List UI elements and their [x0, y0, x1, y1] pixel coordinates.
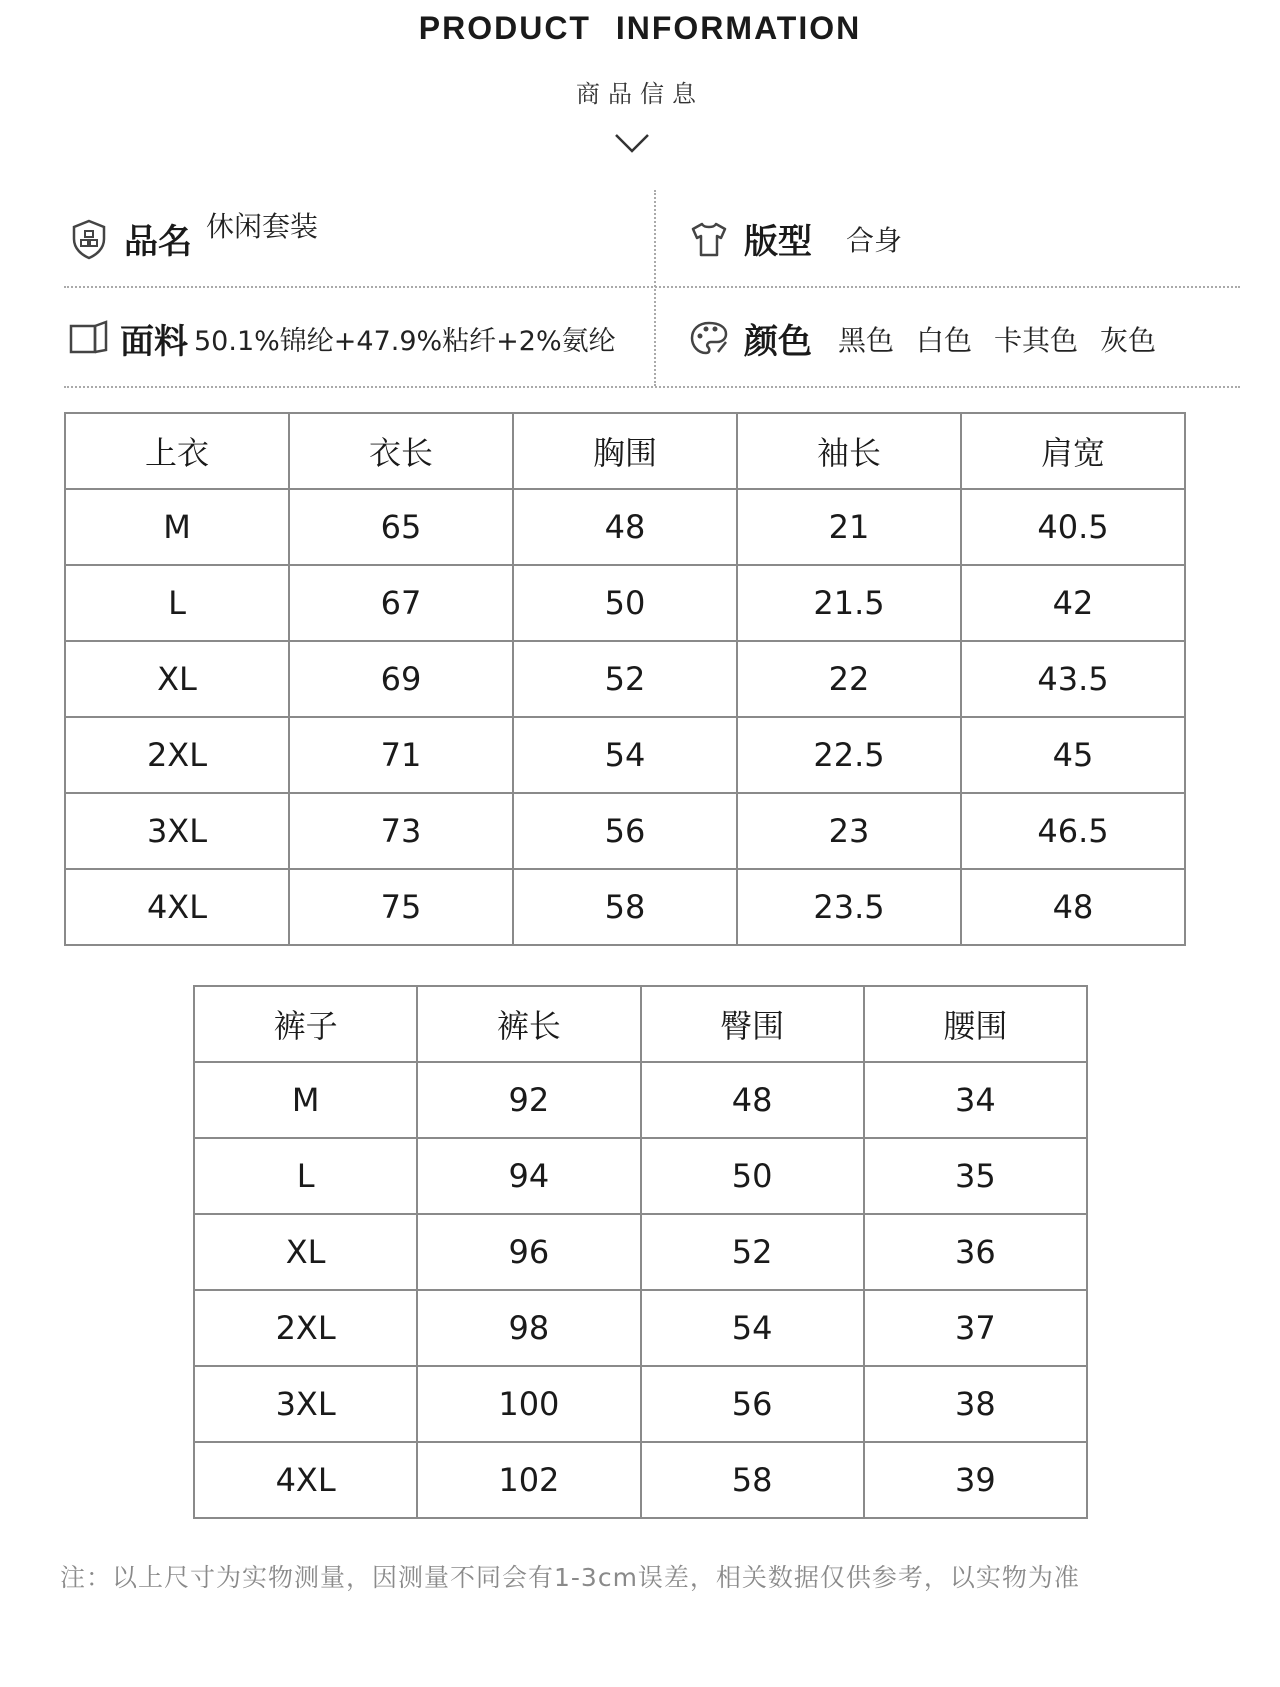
table-cell: 40.5 — [961, 489, 1185, 565]
table-cell: 56 — [641, 1366, 864, 1442]
table-header-cell: 袖长 — [737, 413, 961, 489]
table-cell: 37 — [864, 1290, 1087, 1366]
table-cell: 23 — [737, 793, 961, 869]
table-cell: 4XL — [65, 869, 289, 945]
table-cell: 50 — [513, 565, 737, 641]
table-row — [194, 1366, 1087, 1442]
book-icon — [68, 318, 110, 360]
table-cell: L — [65, 565, 289, 641]
palette-icon — [688, 318, 730, 360]
page-title-zh: 商品信息 — [576, 80, 704, 108]
table-cell: 52 — [641, 1214, 864, 1290]
table-row — [65, 869, 1185, 945]
info-divider-horizontal — [64, 386, 1240, 388]
table-cell: 58 — [513, 869, 737, 945]
table-header-cell: 臀围 — [641, 986, 864, 1062]
info-name-label: 品名 — [124, 222, 192, 262]
table-row — [65, 641, 1185, 717]
table-row — [194, 1290, 1087, 1366]
table-row — [194, 1062, 1087, 1138]
page-title-en: PRODUCT INFORMATION — [418, 10, 862, 46]
table-cell: 38 — [864, 1366, 1087, 1442]
info-fabric-value: 50.1%锦纶+47.9%粘纤+2%氨纶 — [194, 326, 616, 357]
table-row — [65, 793, 1185, 869]
color-option-gray: 灰色 — [1100, 323, 1157, 357]
table-cell: 3XL — [65, 793, 289, 869]
table-row — [65, 565, 1185, 641]
table-cell: 22.5 — [737, 717, 961, 793]
table-row — [65, 489, 1185, 565]
table-cell: 58 — [641, 1442, 864, 1518]
table-cell: 100 — [417, 1366, 640, 1442]
table-header-cell: 裤长 — [417, 986, 640, 1062]
table-header-cell: 上衣 — [65, 413, 289, 489]
table-cell: 52 — [513, 641, 737, 717]
tshirt-icon — [688, 218, 730, 260]
table-row — [194, 1138, 1087, 1214]
color-option-white: 白色 — [916, 323, 973, 357]
table-header-cell: 胸围 — [513, 413, 737, 489]
table-cell: 98 — [417, 1290, 640, 1366]
table-cell: 48 — [641, 1062, 864, 1138]
info-fabric — [68, 314, 616, 363]
pants-size-table — [193, 985, 1088, 1519]
table-cell: 43.5 — [961, 641, 1185, 717]
table-cell: 2XL — [65, 717, 289, 793]
table-cell: 34 — [864, 1062, 1087, 1138]
color-option-black: 黑色 — [838, 323, 895, 357]
table-cell: 67 — [289, 565, 513, 641]
color-option-khaki: 卡其色 — [994, 323, 1079, 357]
table-cell: 56 — [513, 793, 737, 869]
table-cell: 46.5 — [961, 793, 1185, 869]
table-cell: 71 — [289, 717, 513, 793]
table-cell: 21.5 — [737, 565, 961, 641]
table-cell: 3XL — [194, 1366, 417, 1442]
info-color-label: 颜色 — [744, 322, 812, 362]
info-name-value: 休闲套装 — [206, 209, 319, 243]
info-divider-horizontal — [64, 286, 1240, 288]
table-cell: 23.5 — [737, 869, 961, 945]
chevron-down-icon — [614, 132, 650, 154]
table-cell: 92 — [417, 1062, 640, 1138]
table-cell: 54 — [513, 717, 737, 793]
info-fit — [688, 214, 902, 263]
table-cell: 39 — [864, 1442, 1087, 1518]
table-cell: 102 — [417, 1442, 640, 1518]
table-header-row — [194, 986, 1087, 1062]
table-cell: 21 — [737, 489, 961, 565]
table-header-cell: 腰围 — [864, 986, 1087, 1062]
table-cell: 94 — [417, 1138, 640, 1214]
measurement-note: 注：以上尺寸为实物测量，因测量不同会有1-3cm误差，相关数据仅供参考，以实物为准 — [60, 1563, 1080, 1592]
table-header-cell: 衣长 — [289, 413, 513, 489]
table-cell: 48 — [513, 489, 737, 565]
table-cell: 42 — [961, 565, 1185, 641]
table-row — [194, 1214, 1087, 1290]
table-cell: 2XL — [194, 1290, 417, 1366]
table-cell: 73 — [289, 793, 513, 869]
top-size-table — [64, 412, 1186, 946]
color-options — [824, 319, 1156, 359]
table-cell: 50 — [641, 1138, 864, 1214]
info-fit-value: 合身 — [846, 223, 903, 257]
table-cell: 22 — [737, 641, 961, 717]
shield-icon — [68, 218, 110, 260]
info-divider-vertical — [654, 190, 656, 386]
table-row — [194, 1442, 1087, 1518]
table-cell: 54 — [641, 1290, 864, 1366]
table-cell: 45 — [961, 717, 1185, 793]
info-fit-label: 版型 — [744, 222, 812, 262]
info-name — [68, 209, 319, 263]
table-cell: XL — [65, 641, 289, 717]
table-cell: 69 — [289, 641, 513, 717]
table-cell: L — [194, 1138, 417, 1214]
table-cell: M — [194, 1062, 417, 1138]
table-header-row — [65, 413, 1185, 489]
table-cell: 75 — [289, 869, 513, 945]
table-cell: 48 — [961, 869, 1185, 945]
table-header-cell: 裤子 — [194, 986, 417, 1062]
table-cell: XL — [194, 1214, 417, 1290]
table-row — [65, 717, 1185, 793]
table-cell: 35 — [864, 1138, 1087, 1214]
table-cell: 96 — [417, 1214, 640, 1290]
table-header-cell: 肩宽 — [961, 413, 1185, 489]
table-cell: 65 — [289, 489, 513, 565]
table-cell: 4XL — [194, 1442, 417, 1518]
info-fabric-label: 面料 — [120, 322, 188, 362]
product-info-grid — [64, 190, 1240, 386]
table-cell: M — [65, 489, 289, 565]
info-color — [688, 314, 1156, 363]
table-cell: 36 — [864, 1214, 1087, 1290]
